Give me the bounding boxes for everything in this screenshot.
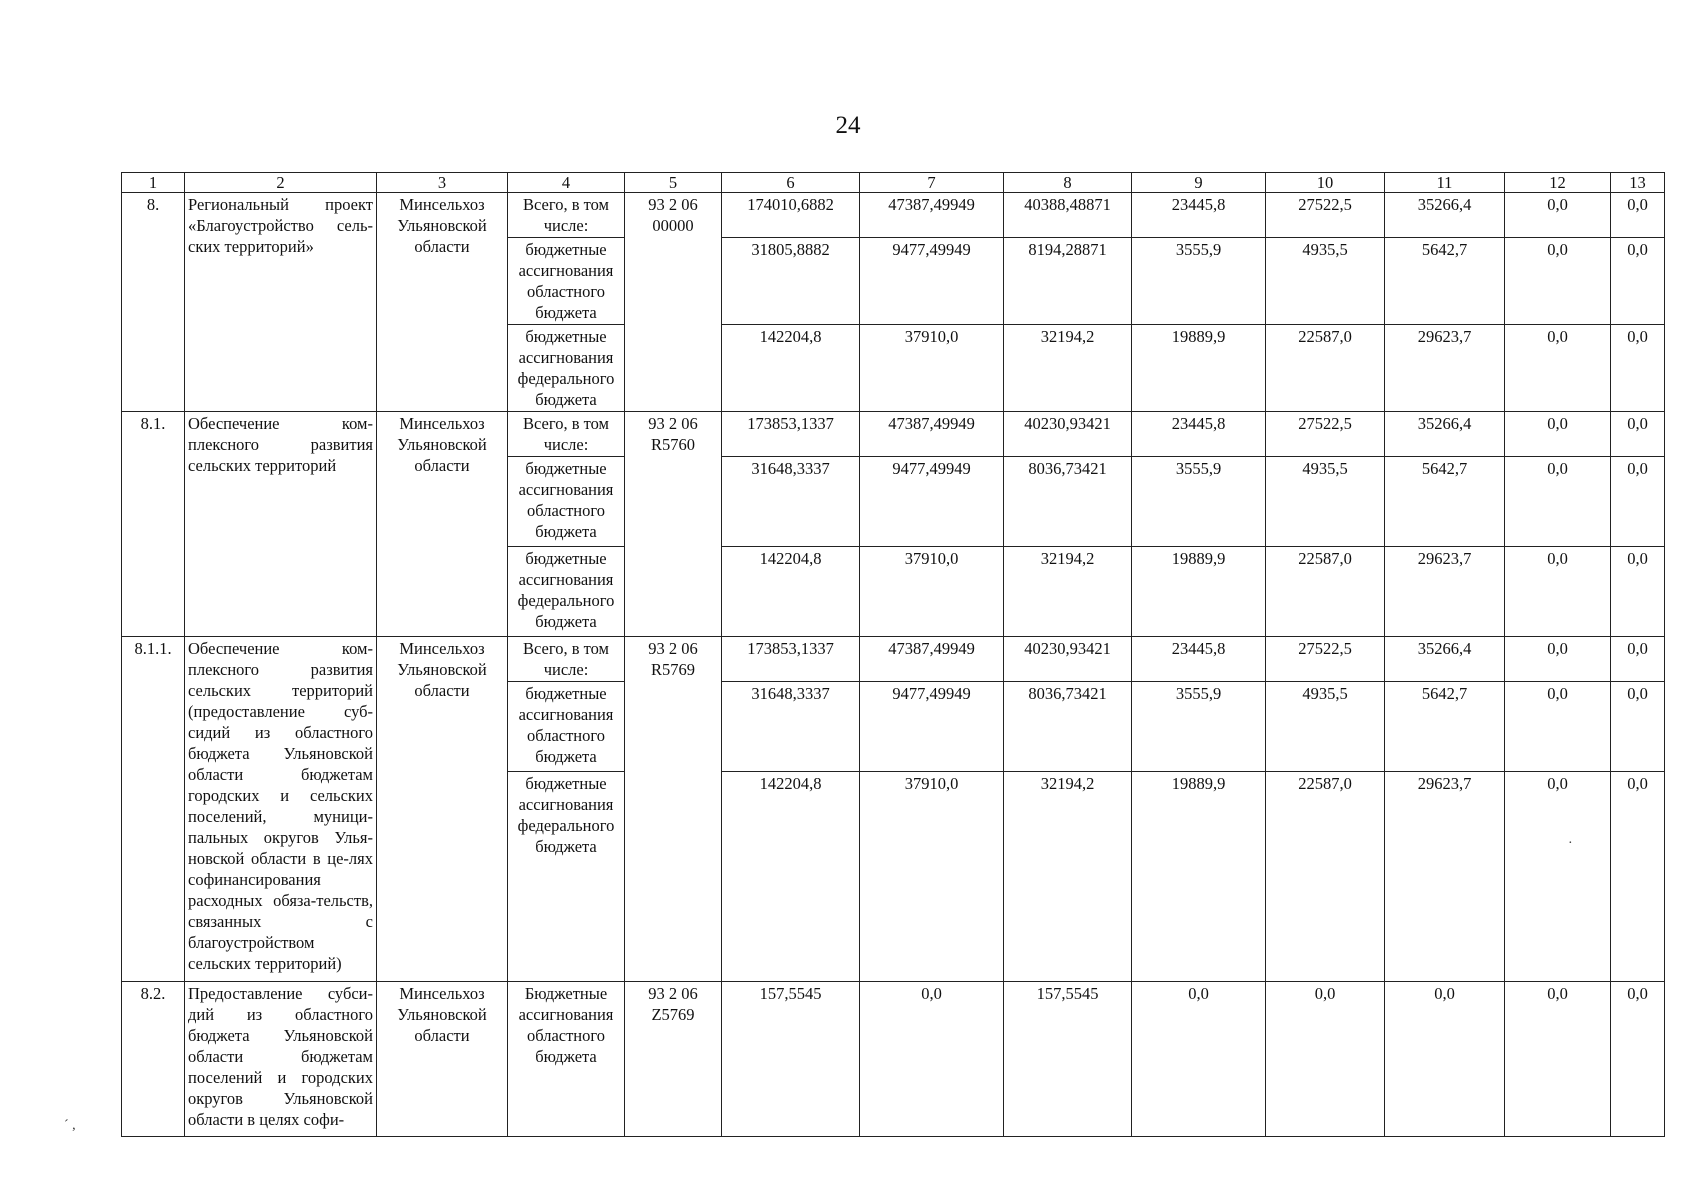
- funding-label: Всего, в том числе:: [508, 193, 625, 238]
- value-cell: 31648,3337: [722, 682, 860, 772]
- budget-table: [121, 172, 1665, 1137]
- value-cell: 19889,9: [1132, 325, 1266, 412]
- column-header: 5: [625, 173, 722, 193]
- row-executor: Минсельхоз Ульяновской области: [377, 982, 508, 1137]
- value-cell: 0,0: [1505, 982, 1611, 1137]
- value-cell: 32194,2: [1004, 325, 1132, 412]
- value-cell: 47387,49949: [860, 637, 1004, 682]
- value-cell: 5642,7: [1385, 238, 1505, 325]
- budget-code: 93 2 06 Z5769: [625, 982, 722, 1137]
- value-cell: 5642,7: [1385, 457, 1505, 547]
- row-name: Обеспечение ком-плексного развития сельских территорий: [185, 412, 377, 637]
- value-cell: 9477,49949: [860, 682, 1004, 772]
- value-cell: 5642,7: [1385, 682, 1505, 772]
- value-cell: 47387,49949: [860, 193, 1004, 238]
- column-header: 6: [722, 173, 860, 193]
- value-cell: 0,0: [1611, 193, 1665, 238]
- row-number: 8.: [122, 193, 185, 412]
- corner-mark: ´ ,: [64, 1118, 76, 1133]
- value-cell: 40230,93421: [1004, 412, 1132, 457]
- value-cell: 29623,7: [1385, 772, 1505, 982]
- value-cell: 0,0: [1505, 772, 1611, 982]
- funding-label: Бюджетные ассигнования областного бюджета: [508, 982, 625, 1137]
- value-cell: 157,5545: [1004, 982, 1132, 1137]
- page-number: 24: [835, 112, 861, 139]
- value-cell: 4935,5: [1266, 682, 1385, 772]
- value-cell: 35266,4: [1385, 637, 1505, 682]
- value-cell: 0,0: [1611, 238, 1665, 325]
- value-cell: 0,0: [860, 982, 1004, 1137]
- value-cell: 8194,28871: [1004, 238, 1132, 325]
- column-header: 7: [860, 173, 1004, 193]
- funding-label: бюджетные ассигнования федерального бюджета: [508, 547, 625, 637]
- value-cell: 0,0: [1611, 547, 1665, 637]
- table-row: [122, 193, 1665, 238]
- value-cell: 0,0: [1505, 682, 1611, 772]
- value-cell: 9477,49949: [860, 238, 1004, 325]
- row-name: Региональный проект «Благоустройство сель-ских территорий»: [185, 193, 377, 412]
- value-cell: 3555,9: [1132, 682, 1266, 772]
- row-number: 8.1.: [122, 412, 185, 637]
- value-cell: 27522,5: [1266, 412, 1385, 457]
- value-cell: 8036,73421: [1004, 457, 1132, 547]
- funding-label: бюджетные ассигнования федерального бюджета: [508, 772, 625, 982]
- value-cell: 0,0: [1266, 982, 1385, 1137]
- value-cell: 173853,1337: [722, 412, 860, 457]
- value-cell: 0,0: [1611, 982, 1665, 1137]
- value-cell: 29623,7: [1385, 547, 1505, 637]
- value-cell: 22587,0: [1266, 772, 1385, 982]
- value-cell: 0,0: [1611, 682, 1665, 772]
- value-cell: 29623,7: [1385, 325, 1505, 412]
- table-row: [122, 637, 1665, 682]
- value-cell: 37910,0: [860, 547, 1004, 637]
- value-cell: 37910,0: [860, 325, 1004, 412]
- value-cell: 31805,8882: [722, 238, 860, 325]
- value-cell: 0,0: [1611, 457, 1665, 547]
- value-cell: 23445,8: [1132, 193, 1266, 238]
- funding-label: бюджетные ассигнования федерального бюджета: [508, 325, 625, 412]
- value-cell: 0,0: [1385, 982, 1505, 1137]
- value-cell: 22587,0: [1266, 325, 1385, 412]
- value-cell: 0,0: [1505, 637, 1611, 682]
- value-cell: 0,0: [1611, 412, 1665, 457]
- value-cell: 0,0: [1505, 193, 1611, 238]
- value-cell: 27522,5: [1266, 637, 1385, 682]
- value-cell: 35266,4: [1385, 412, 1505, 457]
- value-cell: 0,0: [1611, 637, 1665, 682]
- value-cell: 3555,9: [1132, 238, 1266, 325]
- value-cell: 40230,93421: [1004, 637, 1132, 682]
- column-header: 11: [1385, 173, 1505, 193]
- column-header: 8: [1004, 173, 1132, 193]
- stray-mark: ·: [1568, 836, 1573, 851]
- value-cell: 19889,9: [1132, 547, 1266, 637]
- value-cell: 23445,8: [1132, 412, 1266, 457]
- row-executor: Минсельхоз Ульяновской области: [377, 193, 508, 412]
- funding-label: Всего, в том числе:: [508, 637, 625, 682]
- value-cell: 47387,49949: [860, 412, 1004, 457]
- value-cell: 22587,0: [1266, 547, 1385, 637]
- budget-code: 93 2 06 R5769: [625, 637, 722, 982]
- column-header: 10: [1266, 173, 1385, 193]
- value-cell: 142204,8: [722, 772, 860, 982]
- column-header: 3: [377, 173, 508, 193]
- column-header: 4: [508, 173, 625, 193]
- row-number: 8.2.: [122, 982, 185, 1137]
- value-cell: 32194,2: [1004, 547, 1132, 637]
- value-cell: 40388,48871: [1004, 193, 1132, 238]
- value-cell: 0,0: [1611, 772, 1665, 982]
- value-cell: 19889,9: [1132, 772, 1266, 982]
- column-header: 12: [1505, 173, 1611, 193]
- value-cell: 3555,9: [1132, 457, 1266, 547]
- value-cell: 0,0: [1505, 238, 1611, 325]
- budget-code: 93 2 06 R5760: [625, 412, 722, 637]
- table-row: [122, 982, 1665, 1137]
- value-cell: 0,0: [1505, 412, 1611, 457]
- row-number: 8.1.1.: [122, 637, 185, 982]
- funding-label: Всего, в том числе:: [508, 412, 625, 457]
- value-cell: 31648,3337: [722, 457, 860, 547]
- value-cell: 0,0: [1505, 547, 1611, 637]
- funding-label: бюджетные ассигнования областного бюджета: [508, 238, 625, 325]
- column-header: 13: [1611, 173, 1665, 193]
- value-cell: 173853,1337: [722, 637, 860, 682]
- row-name: Обеспечение ком-плексного развития сельских территорий (предоставление суб-сидий из областного бюджета Ульяновской области бюджетам городских и сельских поселений, муници-пальных округов Улья-новской области в це-лях софинансирования расходных обяза-тельств, связанных с благоустройством сельских территорий): [185, 637, 377, 982]
- value-cell: 32194,2: [1004, 772, 1132, 982]
- column-header: 2: [185, 173, 377, 193]
- value-cell: 142204,8: [722, 325, 860, 412]
- column-header: 9: [1132, 173, 1266, 193]
- value-cell: 0,0: [1505, 325, 1611, 412]
- value-cell: 0,0: [1505, 457, 1611, 547]
- column-header: 1: [122, 173, 185, 193]
- value-cell: 4935,5: [1266, 457, 1385, 547]
- row-executor: Минсельхоз Ульяновской области: [377, 412, 508, 637]
- table-row: [122, 412, 1665, 457]
- value-cell: 35266,4: [1385, 193, 1505, 238]
- value-cell: 0,0: [1132, 982, 1266, 1137]
- value-cell: 142204,8: [722, 547, 860, 637]
- funding-label: бюджетные ассигнования областного бюджета: [508, 682, 625, 772]
- value-cell: 9477,49949: [860, 457, 1004, 547]
- funding-label: бюджетные ассигнования областного бюджета: [508, 457, 625, 547]
- row-executor: Минсельхоз Ульяновской области: [377, 637, 508, 982]
- value-cell: 27522,5: [1266, 193, 1385, 238]
- budget-code: 93 2 06 00000: [625, 193, 722, 412]
- value-cell: 8036,73421: [1004, 682, 1132, 772]
- row-name: Предоставление субси-дий из областного бюджета Ульяновской области бюджетам поселений и городских округов Ульяновской области в целях софи-: [185, 982, 377, 1137]
- value-cell: 0,0: [1611, 325, 1665, 412]
- value-cell: 37910,0: [860, 772, 1004, 982]
- value-cell: 157,5545: [722, 982, 860, 1137]
- header-row: [122, 173, 1665, 193]
- value-cell: 4935,5: [1266, 238, 1385, 325]
- value-cell: 23445,8: [1132, 637, 1266, 682]
- value-cell: 174010,6882: [722, 193, 860, 238]
